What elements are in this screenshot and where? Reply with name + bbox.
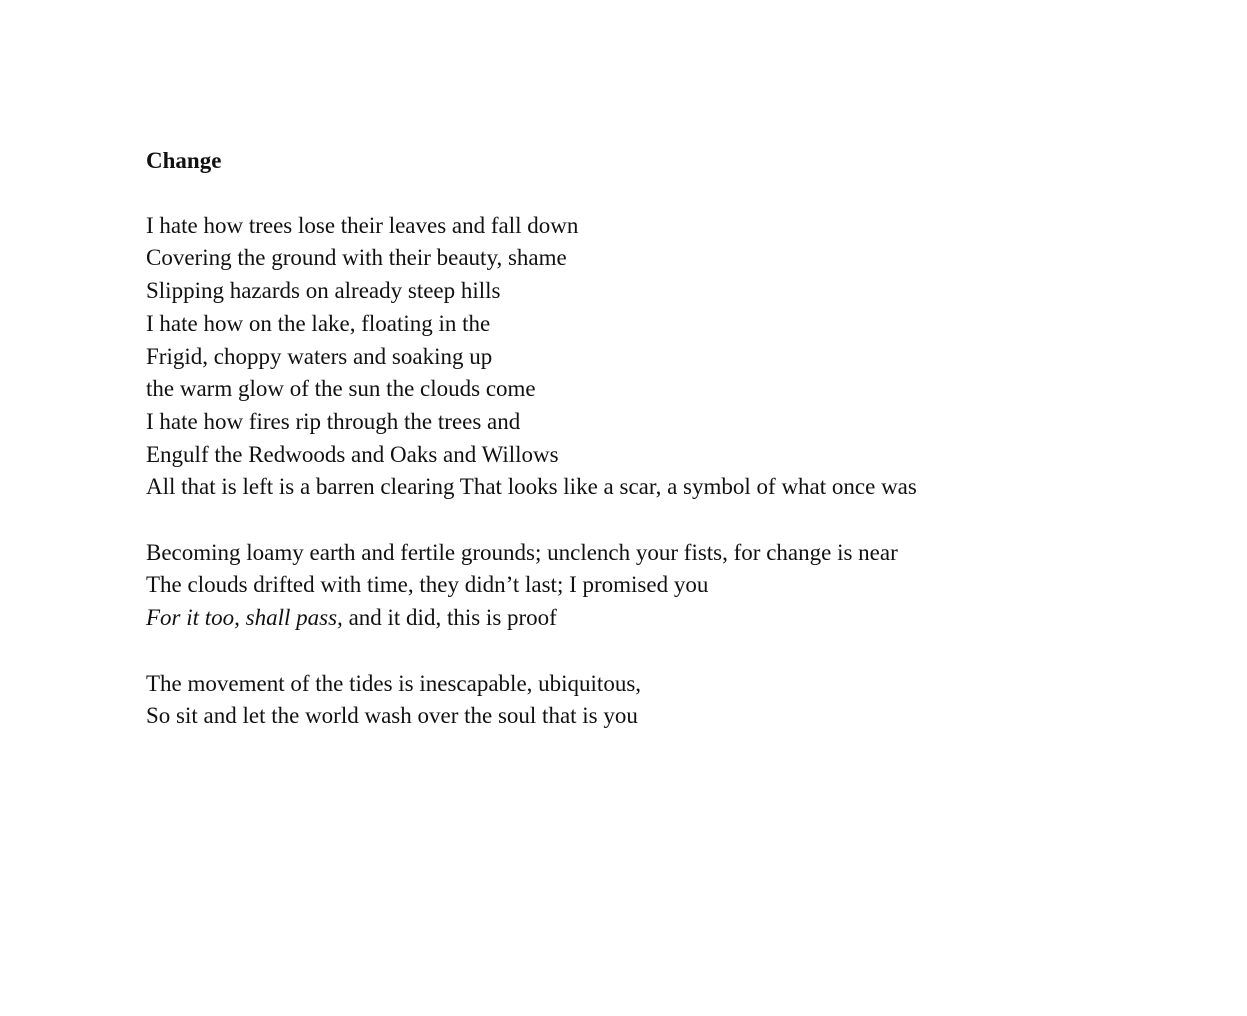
poem-line-mixed [146,602,1146,635]
poem-line: I hate how fires rip through the trees and [146,408,521,434]
poem-line: The movement of the tides is inescapable, ubiquitous, [146,670,642,696]
stanza-1 [146,210,1146,504]
poem-line: The clouds drifted with time, they didn’t last; I promised you [146,572,709,598]
poem-page [146,144,1146,733]
poem-line: Frigid, choppy waters and soaking up [146,343,493,369]
poem-line: I hate how trees lose their leaves and fall down [146,212,579,238]
poem-line: Slipping hazards on already steep hills [146,278,501,304]
poem-line: I hate how on the lake, floating in the [146,310,491,336]
poem-line: the warm glow of the sun the clouds come [146,376,536,402]
poem-line: All that is left is a barren clearing That looks like a scar, a symbol of what once was [146,474,917,500]
italic-phrase: For it too, shall pass, [146,605,343,631]
poem-line: Covering the ground with their beauty, shame [146,245,567,271]
stanza-spacer [146,504,1146,537]
poem-line: So sit and let the world wash over the soul that is you [146,703,638,729]
stanza-2 [146,537,1146,635]
stanza-3 [146,668,1146,733]
stanza-spacer [146,635,1146,668]
regular-phrase: and it did, this is proof [342,605,557,631]
poem-line: Engulf the Redwoods and Oaks and Willows [146,441,559,467]
poem-title: Change [146,148,222,173]
stanza-spacer [146,177,1146,210]
poem-line: Becoming loamy earth and fertile grounds; unclench your fists, for change is near [146,539,898,565]
